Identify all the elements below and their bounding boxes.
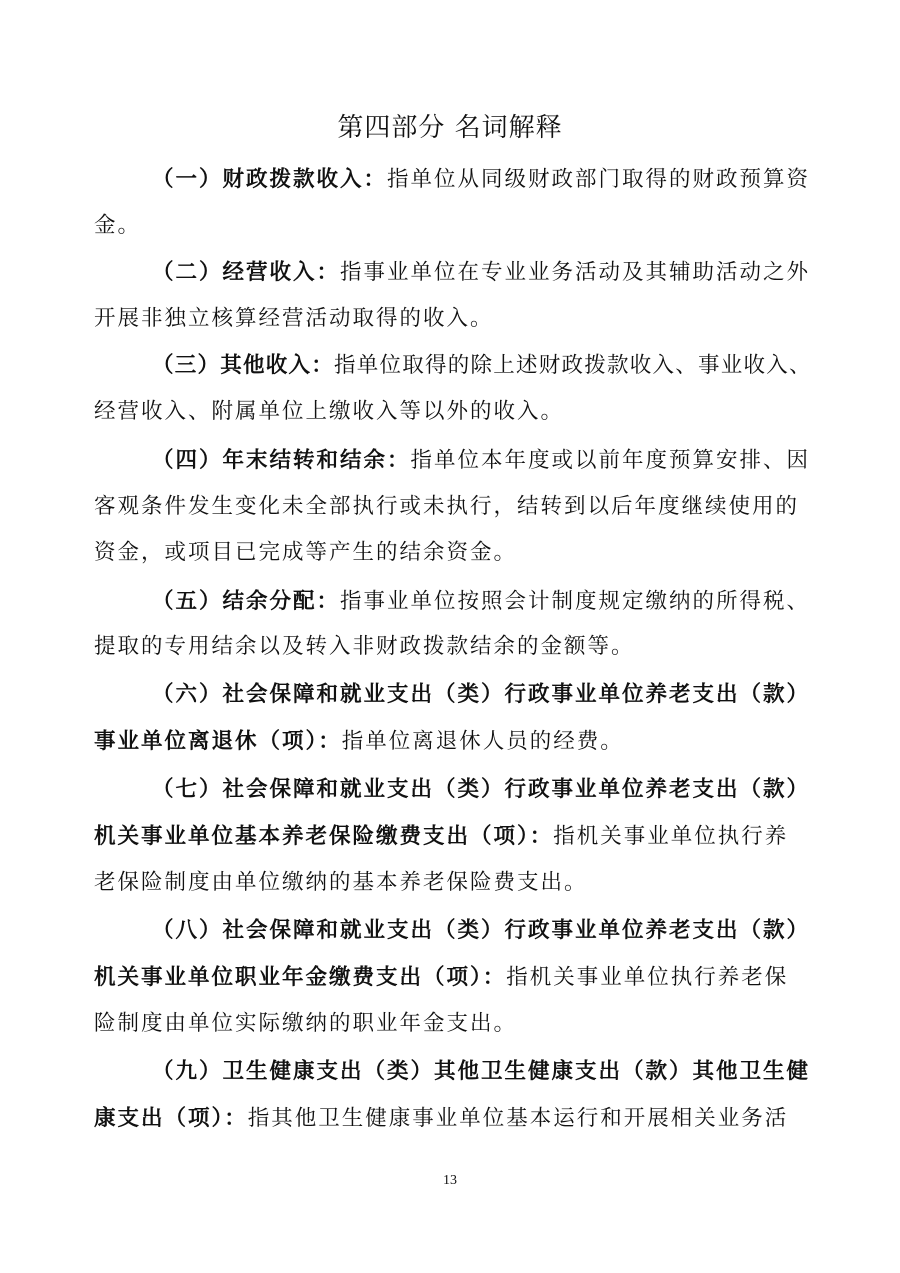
paragraph-line — [0, 533, 900, 573]
term-heading: （四）年末结转和结余： — [152, 448, 411, 473]
definition-text: 险制度由单位实际缴纳的职业年金支出。 — [94, 1011, 518, 1036]
definition-text: 提取的专用结余以及转入非财政拨款结余的金额等。 — [94, 634, 635, 659]
paragraph-line — [0, 160, 900, 200]
paragraph-line — [0, 911, 900, 951]
definition-text: 老保险制度由单位缴纳的基本养老保险费支出。 — [94, 870, 588, 895]
term-heading: 机关事业单位基本养老保险缴费支出（项）： — [94, 824, 554, 849]
paragraph-line — [0, 1099, 900, 1139]
paragraph-line — [0, 206, 900, 246]
definition-text: 指其他卫生健康事业单位基本运行和开展相关业务活 — [247, 1106, 789, 1131]
definition-text: 开展非独立核算经营活动取得的收入。 — [94, 306, 494, 331]
paragraph-line — [0, 817, 900, 857]
definition-text: 经营收入、附属单位上缴收入等以外的收入。 — [94, 399, 565, 424]
term-heading: （二）经营收入： — [152, 260, 341, 285]
term-heading: （一）财政拨款收入： — [152, 167, 388, 192]
term-heading: 事业单位离退休（项）： — [94, 729, 342, 754]
paragraph-line — [0, 299, 900, 339]
term-heading: （七）社会保障和就业支出（类）行政事业单位养老支出（款） — [152, 777, 811, 802]
definition-text: 指单位取得的除上述财政拨款收入、事业收入、 — [334, 353, 812, 378]
term-heading: （六）社会保障和就业支出（类）行政事业单位养老支出（款） — [152, 682, 811, 707]
paragraph-line — [0, 627, 900, 667]
page-title: 第四部分 名词解释 — [337, 113, 563, 143]
term-heading: （三）其他收入： — [152, 353, 335, 378]
definition-text: 指机关事业单位执行养 — [553, 824, 789, 849]
definition-text: 指机关事业单位执行养老保 — [506, 965, 789, 990]
paragraph-line — [0, 958, 900, 998]
paragraph-line — [0, 441, 900, 481]
term-heading: 康支出（项）： — [94, 1106, 248, 1131]
definition-text: 指单位本年度或以前年度预算安排、因 — [410, 448, 811, 473]
paragraph-line — [0, 1004, 900, 1044]
paragraph-line — [0, 392, 900, 432]
paragraph-line — [0, 863, 900, 903]
paragraph-line — [0, 582, 900, 622]
paragraph-line — [0, 253, 900, 293]
term-heading: （九）卫生健康支出（类）其他卫生健康支出（款）其他卫生健 — [152, 1059, 811, 1084]
definition-text: 资金，或项目已完成等产生的结余资金。 — [94, 540, 518, 565]
definition-text: 指事业单位在专业业务活动及其辅助活动之外 — [340, 260, 811, 285]
paragraph-line — [0, 722, 900, 762]
definition-text: 金。 — [94, 213, 142, 238]
paragraph-line — [0, 346, 900, 386]
definition-text: 指单位从同级财政部门取得的财政预算资 — [387, 167, 811, 192]
page-number: 13 — [443, 1173, 457, 1188]
definition-text: 指事业单位按照会计制度规定缴纳的所得税、 — [340, 589, 811, 614]
paragraph-line — [0, 487, 900, 527]
term-heading: （五）结余分配： — [152, 589, 341, 614]
paragraph-line — [0, 1052, 900, 1092]
definition-text: 客观条件发生变化未全部执行或未执行，结转到以后年度继续使用的 — [94, 494, 800, 519]
paragraph-line — [0, 770, 900, 810]
definition-text: 指单位离退休人员的经费。 — [341, 729, 624, 754]
term-heading: 机关事业单位职业年金缴费支出（项）： — [94, 965, 507, 990]
paragraph-line — [0, 675, 900, 715]
term-heading: （八）社会保障和就业支出（类）行政事业单位养老支出（款） — [152, 918, 811, 943]
